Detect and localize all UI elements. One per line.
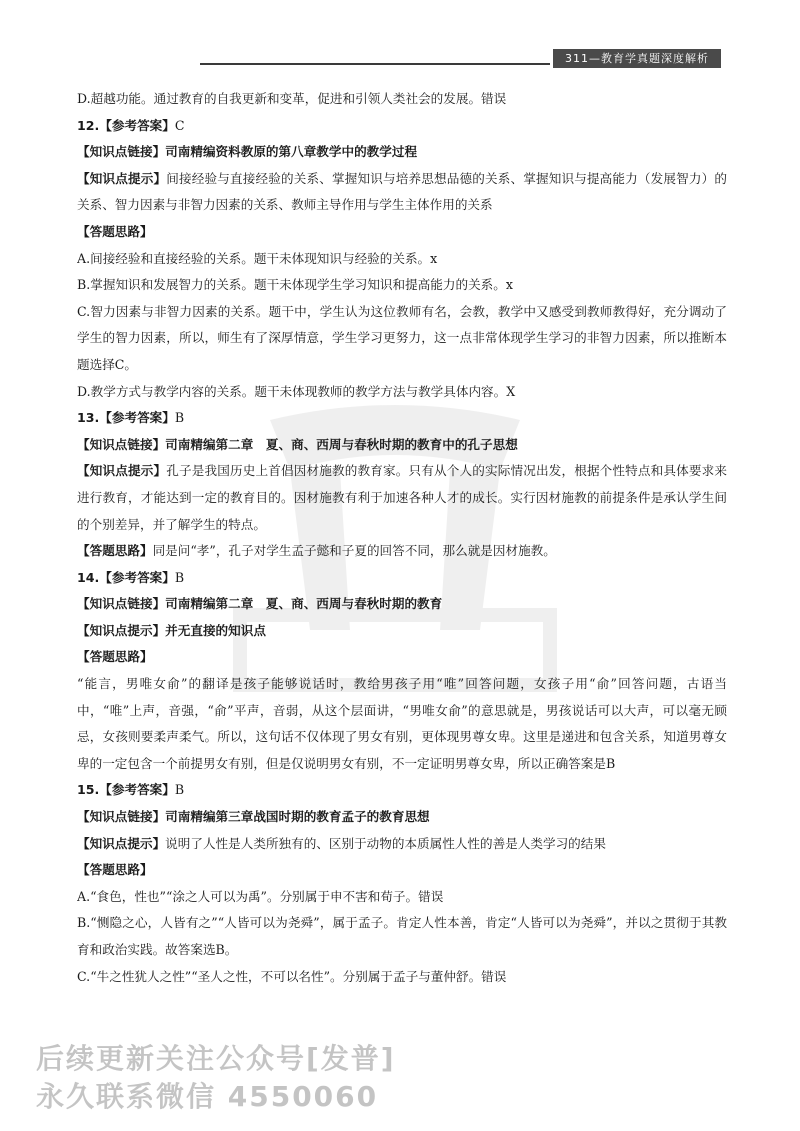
q12-link-tag: 【知识点链接】 — [77, 144, 166, 160]
q14-link-line — [77, 591, 727, 618]
q13-hint-line — [77, 458, 727, 538]
q15-link-line — [77, 804, 727, 831]
q15-thinking-tag: 【答题思路】 — [77, 862, 153, 878]
q15-option-c: C.“牛之性犹人之性”“圣人之性，不可以名性”。分别属于孟子与董仲舒。错误 — [77, 968, 507, 984]
q15-option-a: A.“食色，性也”“涂之人可以为禹”。分别属于申不害和荀子。错误 — [77, 888, 444, 904]
q11-option-d: D.超越功能。通过教育的自我更新和变革，促进和引领人类社会的发展。错误 — [77, 91, 507, 106]
q13-thinking-tag: 【答题思路】 — [77, 543, 153, 559]
q15-link: 司南精编第三章战国时期的教育孟子的教育思想 — [165, 809, 430, 825]
q14-hint-line — [77, 618, 727, 645]
q15-answer-tag: 15.【参考答案】 — [77, 782, 175, 798]
q12-option-a: A.间接经验和直接经验的关系。题干未体现知识与经验的关系。x — [77, 250, 438, 266]
q15-answer: B — [174, 782, 185, 798]
q13-thinking: 同是问“孝”，孔子对学生孟子懿和子夏的回答不同，那么就是因材施教。 — [152, 543, 556, 559]
q12-hint-line — [77, 166, 727, 219]
q12-answer-line — [77, 113, 727, 140]
q12-thinking-tag: 【答题思路】 — [77, 223, 153, 239]
q13-link-tag: 【知识点链接】 — [77, 436, 166, 452]
q14-thinking-tag: 【答题思路】 — [77, 649, 153, 665]
footer-line-1: 后续更新关注公众号[发普] — [36, 1042, 396, 1075]
q14-answer: B — [174, 569, 185, 585]
q12-hint: 间接经验与直接经验的关系、掌握知识与培养思想品德的关系、掌握知识与提高能力（发展智力）的关系、智力因素与非智力因素的关系、教师主导作用与学生主体作用的关系 — [77, 170, 728, 213]
q15-hint: 说明了人性是人类所独有的、区别于动物的本质属性人性的善是人类学习的结果 — [165, 835, 606, 851]
q13-thinking-line — [77, 538, 727, 565]
document-body — [77, 86, 727, 990]
q13-link-line — [77, 432, 727, 459]
q14-hint: 并无直接的知识点 — [165, 622, 266, 638]
q15-hint-tag: 【知识点提示】 — [77, 835, 166, 851]
header-rule — [200, 63, 550, 65]
q12-option-d: D.教学方式与教学内容的关系。题干未体现教师的教学方法与教学具体内容。X — [77, 383, 516, 399]
q12-link-line — [77, 139, 727, 166]
q13-answer: B — [174, 410, 185, 426]
q14-link-tag: 【知识点链接】 — [77, 596, 166, 612]
q14-answer-tag: 14.【参考答案】 — [77, 569, 175, 585]
q12-answer-tag: 12.【参考答案】 — [77, 117, 175, 133]
q14-answer-line — [77, 565, 727, 592]
q13-hint-tag: 【知识点提示】 — [77, 463, 167, 479]
q13-answer-line — [77, 405, 727, 432]
q15-hint-line — [77, 831, 727, 858]
q15-link-tag: 【知识点链接】 — [77, 809, 166, 825]
q15-answer-line — [77, 777, 727, 804]
q12-answer: C — [174, 117, 185, 133]
q12-option-c: C.智力因素与非智力因素的关系。题干中，学生认为这位教师有名，会教，教学中又感受到教师教得好，充分调动了学生的智力因素，所以，师生有了深厚情意，学生学习更努力，这一点非常体现学生学习的非智力因素，所以推断本题选择C。 — [77, 303, 727, 372]
q14-hint-tag: 【知识点提示】 — [77, 622, 166, 638]
footer-line-2: 永久联系微信 4550060 — [36, 1080, 379, 1113]
q12-link: 司南精编资料教原的第八章教学中的教学过程 — [165, 144, 418, 160]
q13-hint: 孔子是我国历史上首倡因材施教的教育家。只有从个人的实际情况出发，根据个性特点和具体要求来进行教育，才能达到一定的教育目的。因材施教有利于加速各种人才的成长。实行因材施教的前提条件是承认学生间的个别差异，并了解学生的特点。 — [77, 463, 728, 532]
q13-answer-tag: 13.【参考答案】 — [77, 410, 175, 426]
q14-thinking: “能言，男唯女俞”的翻译是孩子能够说话时，教给男孩子用“唯”回答问题，女孩子用“俞”回答问题，古语当中，“唯”上声，音强，“俞”平声，音弱，从这个层面讲，“男唯女俞”的意思就是，男孩说话可以大声，可以毫无顾忌，女孩则要柔声柔气。所以，这句话不仅体现了男女有别，更体现男尊女卑。这里是递进和包含关系，知道男尊女卑的一定包含一个前提男女有别，但是仅说明男女有别，不一定证明男尊女卑，所以正确答案是B — [77, 676, 727, 771]
q12-hint-tag: 【知识点提示】 — [77, 170, 167, 186]
q12-option-b: B.掌握知识和发展智力的关系。题干未体现学生学习知识和提高能力的关系。x — [77, 277, 513, 293]
q15-option-b: B.“恻隐之心，人皆有之”“人皆可以为尧舜”，属于孟子。肯定人性本善，肯定“人皆可以为尧舜”，并以之贯彻于其教育和政治实践。故答案选B。 — [77, 915, 727, 957]
q14-link: 司南精编第二章 夏、商、西周与春秋时期的教育 — [165, 596, 443, 612]
q13-link: 司南精编第二章 夏、商、西周与春秋时期的教育中的孔子思想 — [165, 436, 518, 452]
page-header-title: 311—教育学真题深度解析 — [553, 49, 721, 68]
footer-watermark — [36, 1040, 396, 1116]
